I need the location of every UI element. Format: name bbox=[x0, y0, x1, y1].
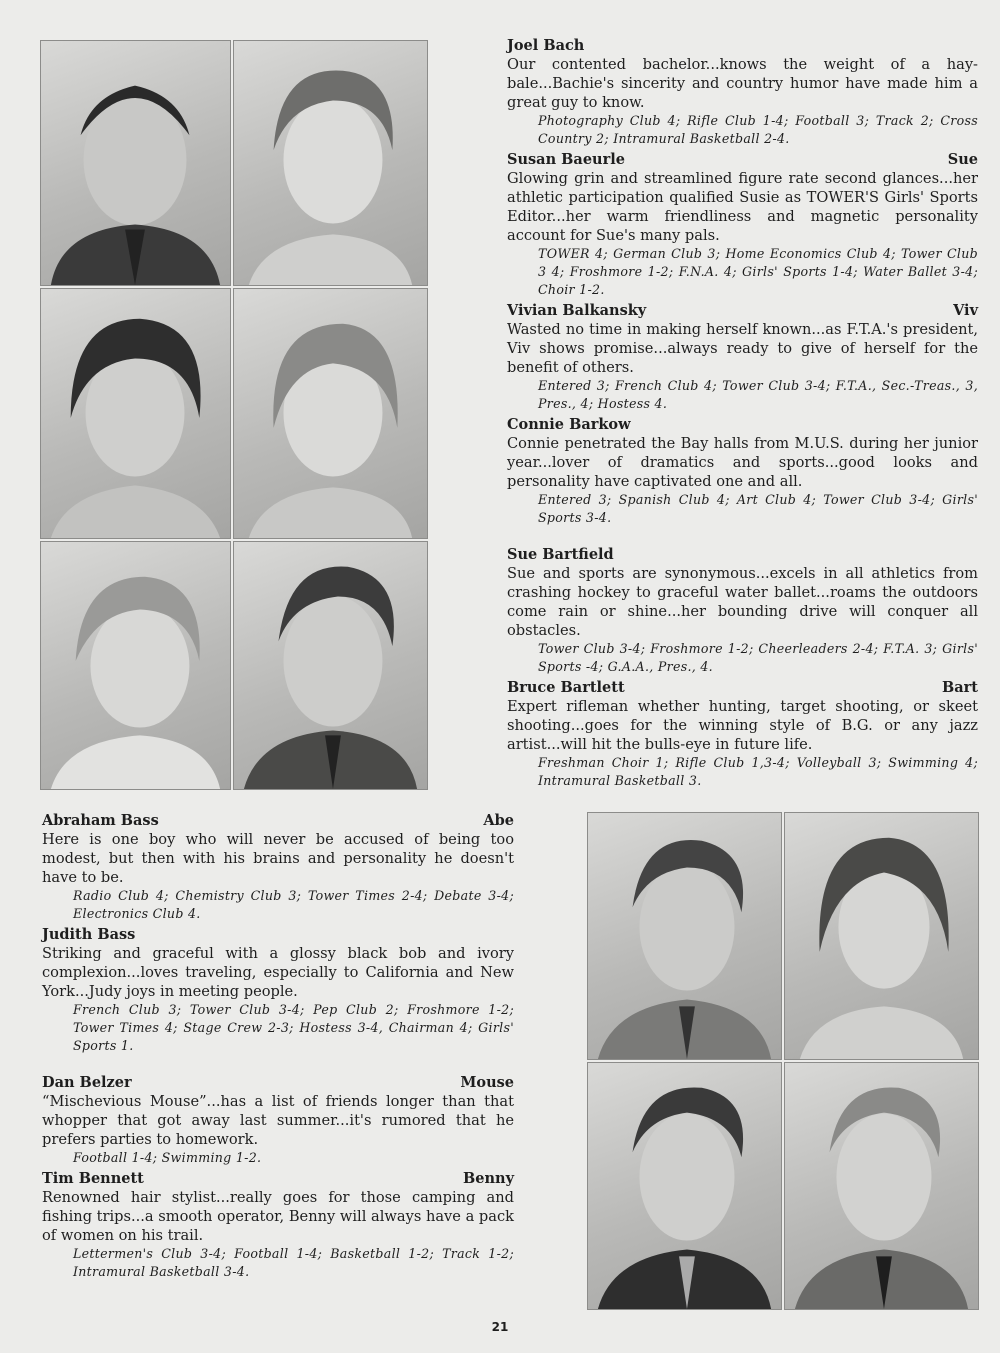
student-activities: Freshman Choir 1; Rifle Club 1,3-4; Volleyball 3; Swimming 4; Intramural Basketball 3. bbox=[538, 755, 978, 788]
portrait-photo bbox=[40, 541, 231, 790]
student-description: Wasted no time in making herself known...as F.T.A.'s president, Viv shows promise...always ready to give of herself for the benefit of others. bbox=[507, 321, 978, 376]
portrait-photo bbox=[40, 288, 231, 539]
student-name: Connie Barkow bbox=[507, 416, 631, 433]
student-nickname: Viv bbox=[953, 302, 978, 319]
portrait-photo bbox=[784, 812, 979, 1060]
student-name: Susan Baeurle bbox=[507, 151, 625, 168]
student-activities: Radio Club 4; Chemistry Club 3; Tower Times 2-4; Debate 3-4; Electronics Club 4. bbox=[73, 888, 514, 921]
student-activities: Entered 3; Spanish Club 4; Art Club 4; Tower Club 3-4; Girls' Sports 3-4. bbox=[538, 492, 978, 525]
student-description: Sue and sports are synonymous...excels in all athletics from crashing hockey to graceful water ballet...roams the outdoors come rain or shine...her bounding drive will conquer all obstacles. bbox=[507, 565, 978, 639]
student-activities: Tower Club 3-4; Froshmore 1-2; Cheerleaders 2-4; F.T.A. 3; Girls' Sports -4; G.A.A., Pres., 4. bbox=[538, 641, 978, 674]
student-entry bbox=[507, 36, 978, 148]
portrait-photo bbox=[587, 1062, 782, 1310]
student-name: Judith Bass bbox=[42, 926, 136, 943]
student-nickname: Sue bbox=[947, 151, 978, 168]
student-activities: Football 1-4; Swimming 1-2. bbox=[73, 1150, 262, 1165]
student-entry bbox=[507, 678, 978, 790]
student-description: Connie penetrated the Bay halls from M.U.S. during her junior year...lover of dramatics and sports...good looks and personality have captivated one and all. bbox=[507, 435, 978, 490]
student-description: “Mischevious Mouse”...has a list of friends longer than that whopper that got away last summer...it's rumored that he prefers parties to homework. bbox=[42, 1093, 514, 1148]
student-entry bbox=[42, 1073, 514, 1167]
student-name: Vivian Balkansky bbox=[507, 302, 647, 319]
entries-column-top bbox=[507, 36, 978, 792]
student-description: Glowing grin and streamlined figure rate second glances...her athletic participation qualified Susie as TOWER'S Girls' Sports Editor...her warm friendliness and magnetic personality account for Sue's many pals. bbox=[507, 170, 978, 244]
student-entry bbox=[507, 415, 978, 527]
student-description: Renowned hair stylist...really goes for those camping and fishing trips...a smooth operator, Benny will always have a pack of women on his trail. bbox=[42, 1189, 514, 1244]
student-activities: Lettermen's Club 3-4; Football 1-4; Basketball 1-2; Track 1-2; Intramural Basketball 3-4. bbox=[73, 1246, 514, 1279]
student-description: Expert rifleman whether hunting, target shooting, or skeet shooting...goes for the winning style of B.G. or any jazz artist...will hit the bulls-eye in future life. bbox=[507, 698, 978, 753]
portrait-photo bbox=[233, 541, 428, 790]
student-nickname: Abe bbox=[483, 812, 514, 829]
student-activities: TOWER 4; German Club 3; Home Economics Club 4; Tower Club 3 4; Froshmore 1-2; F.N.A. 4; Girls' Sports 1-4; Water Ballet 3-4; Choir 1-2. bbox=[538, 246, 978, 297]
portrait-photo bbox=[587, 812, 782, 1060]
student-description: Here is one boy who will never be accused of being too modest, but then with his brains and personality he doesn't have to be. bbox=[42, 831, 514, 886]
student-activities: Photography Club 4; Rifle Club 1-4; Football 3; Track 2; Cross Country 2; Intramural Basketball 2-4. bbox=[538, 113, 978, 146]
portrait-photo bbox=[233, 288, 428, 539]
portrait-photo bbox=[233, 40, 428, 286]
student-name: Abraham Bass bbox=[42, 812, 159, 829]
photo-grid-top bbox=[40, 40, 428, 790]
student-activities: Entered 3; French Club 4; Tower Club 3-4; F.T.A., Sec.-Treas., 3, Pres., 4; Hostess 4. bbox=[538, 378, 978, 411]
entries-column-bottom bbox=[42, 811, 514, 1283]
student-nickname: Bart bbox=[942, 679, 978, 696]
student-entry bbox=[42, 811, 514, 923]
student-name: Bruce Bartlett bbox=[507, 679, 625, 696]
student-nickname: Mouse bbox=[460, 1074, 514, 1091]
student-name: Dan Belzer bbox=[42, 1074, 132, 1091]
portrait-photo bbox=[40, 40, 231, 286]
student-entry bbox=[507, 150, 978, 299]
student-entry bbox=[42, 1169, 514, 1281]
student-entry bbox=[42, 925, 514, 1055]
student-description: Our contented bachelor...knows the weight of a hay-bale...Bachie's sincerity and country humor have made him a great guy to know. bbox=[507, 56, 978, 111]
portrait-photo bbox=[784, 1062, 979, 1310]
student-activities: French Club 3; Tower Club 3-4; Pep Club 2; Froshmore 1-2; Tower Times 4; Stage Crew 2-3; Hostess 3-4, Chairman 4; Girls' Sports 1. bbox=[73, 1002, 514, 1053]
student-entry bbox=[507, 301, 978, 413]
photo-grid-bottom bbox=[587, 812, 979, 1310]
student-entry bbox=[507, 545, 978, 676]
student-name: Sue Bartfield bbox=[507, 546, 614, 563]
page-number: 21 bbox=[491, 1320, 509, 1334]
student-nickname: Benny bbox=[463, 1170, 514, 1187]
student-description: Striking and graceful with a glossy black bob and ivory complexion...loves traveling, especially to California and New York...Judy joys in meeting people. bbox=[42, 945, 514, 1000]
student-name: Joel Bach bbox=[507, 37, 585, 54]
student-name: Tim Bennett bbox=[42, 1170, 144, 1187]
